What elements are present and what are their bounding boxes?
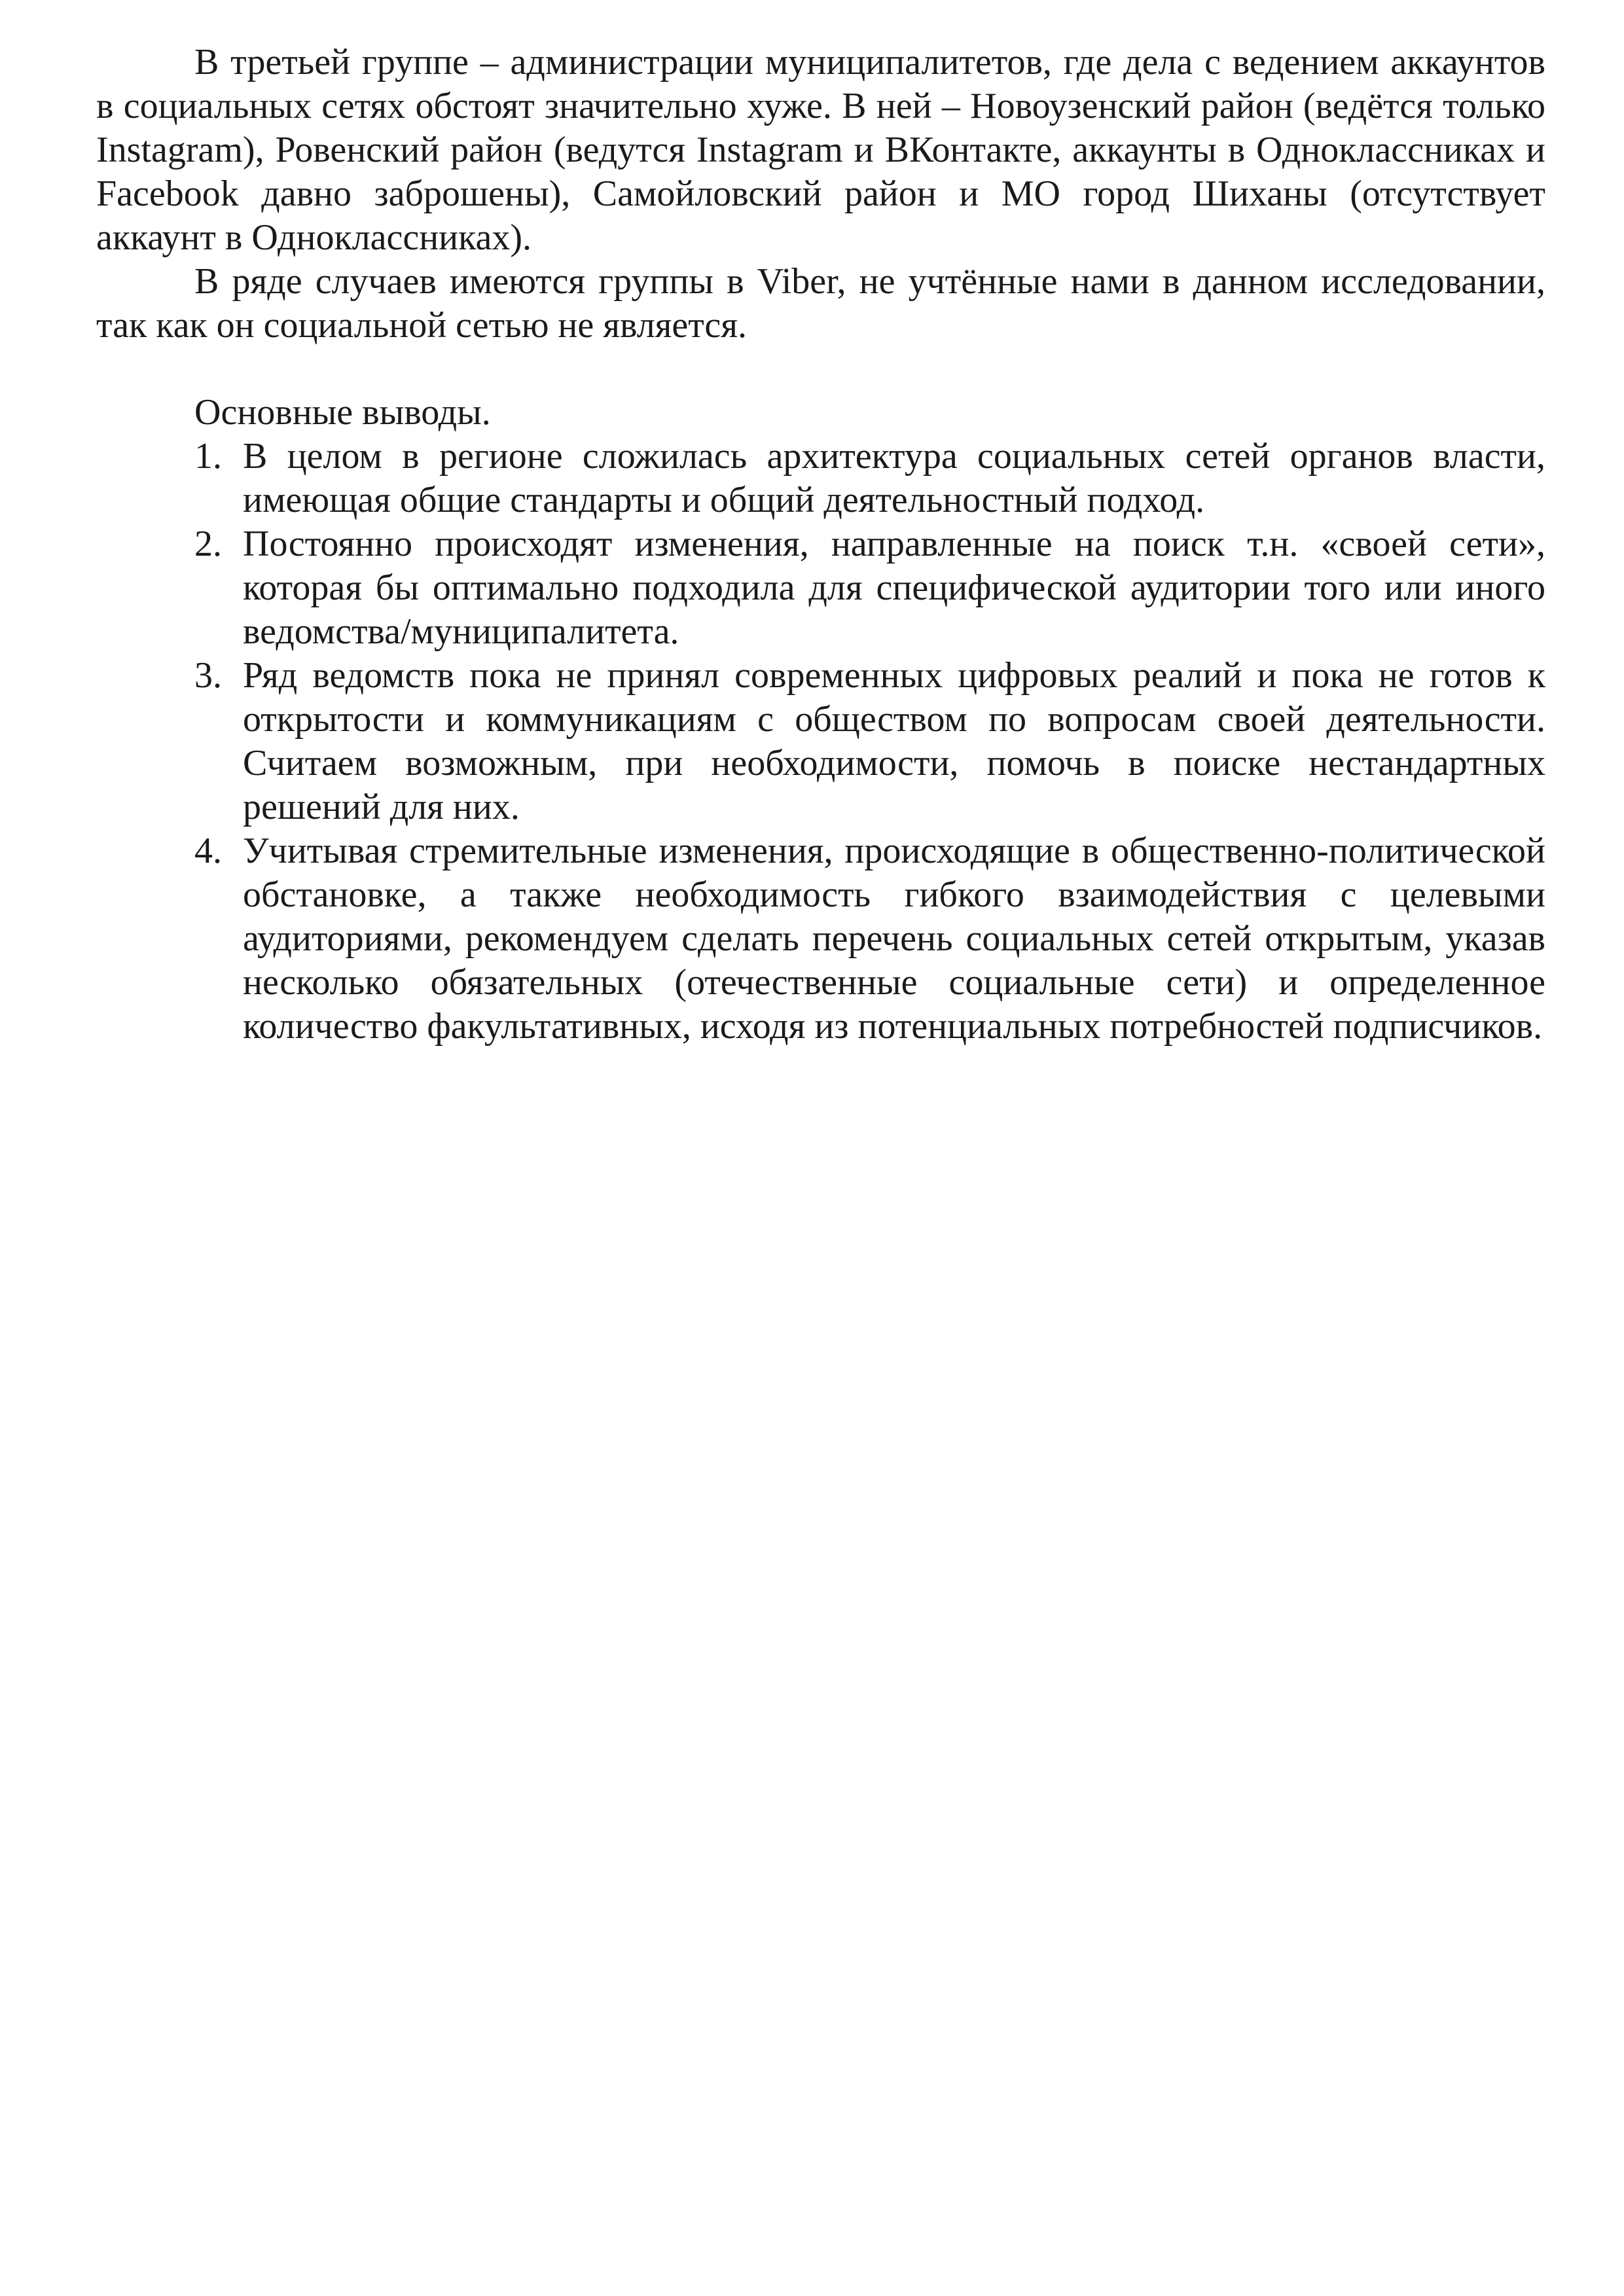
conclusion-item (96, 522, 1545, 654)
conclusion-text: В целом в регионе сложилась архитектура социальных сетей органов власти, имеющая общие стандарты и общий деятельностный подход. (243, 436, 1545, 520)
conclusion-text: Постоянно происходят изменения, направленные на поиск т.н. «своей сети», которая бы оптимально подходила для специфической аудитории того или иного ведомства/муниципалитета. (243, 524, 1545, 652)
conclusion-item (96, 654, 1545, 829)
conclusion-number: 1. (194, 436, 222, 476)
conclusion-item (96, 435, 1545, 522)
conclusion-number: 2. (194, 524, 222, 564)
conclusion-text: Ряд ведомств пока не принял современных цифровых реалий и пока не готов к открытости и коммуникациям с обществом по вопросам своей деятельности. Считаем возможным, при необходимости, помочь в поиске нестандартных решений для них. (243, 655, 1545, 827)
document-page (96, 41, 1545, 1049)
conclusion-number: 3. (194, 655, 222, 696)
conclusion-text: Учитывая стремительные изменения, происходящие в общественно-политической обстановке, а также необходимость гибкого взаимодействия с целевыми аудиториями, рекомендуем сделать перечень социальных сетей открытым, указав несколько обязательных (отечественные социальные сети) и определенное количество факультативных, исходя из потенциальных потребностей подписчиков. (243, 831, 1545, 1047)
paragraph-spacer (96, 348, 1545, 391)
conclusions-heading: Основные выводы. (194, 392, 491, 433)
conclusions-list (96, 435, 1545, 1049)
paragraph-viber-note: В ряде случаев имеются группы в Viber, не учтённые нами в данном исследовании, так как он социальной сетью не является. (96, 261, 1545, 346)
conclusion-item (96, 829, 1545, 1049)
conclusion-number: 4. (194, 831, 222, 871)
paragraph-third-group: В третьей группе – администрации муниципалитетов, где дела с ведением аккаунтов в социальных сетях обстоят значительно хуже. В ней – Новоузенский район (ведётся только Instagram), Ровенский район (ведутся Instagram и ВКонтакте, аккаунты в Одноклассниках и Facebook давно заброшены), Самойловский район и МО город Шиханы (отсутствует аккаунт в Одноклассниках). (96, 42, 1545, 258)
